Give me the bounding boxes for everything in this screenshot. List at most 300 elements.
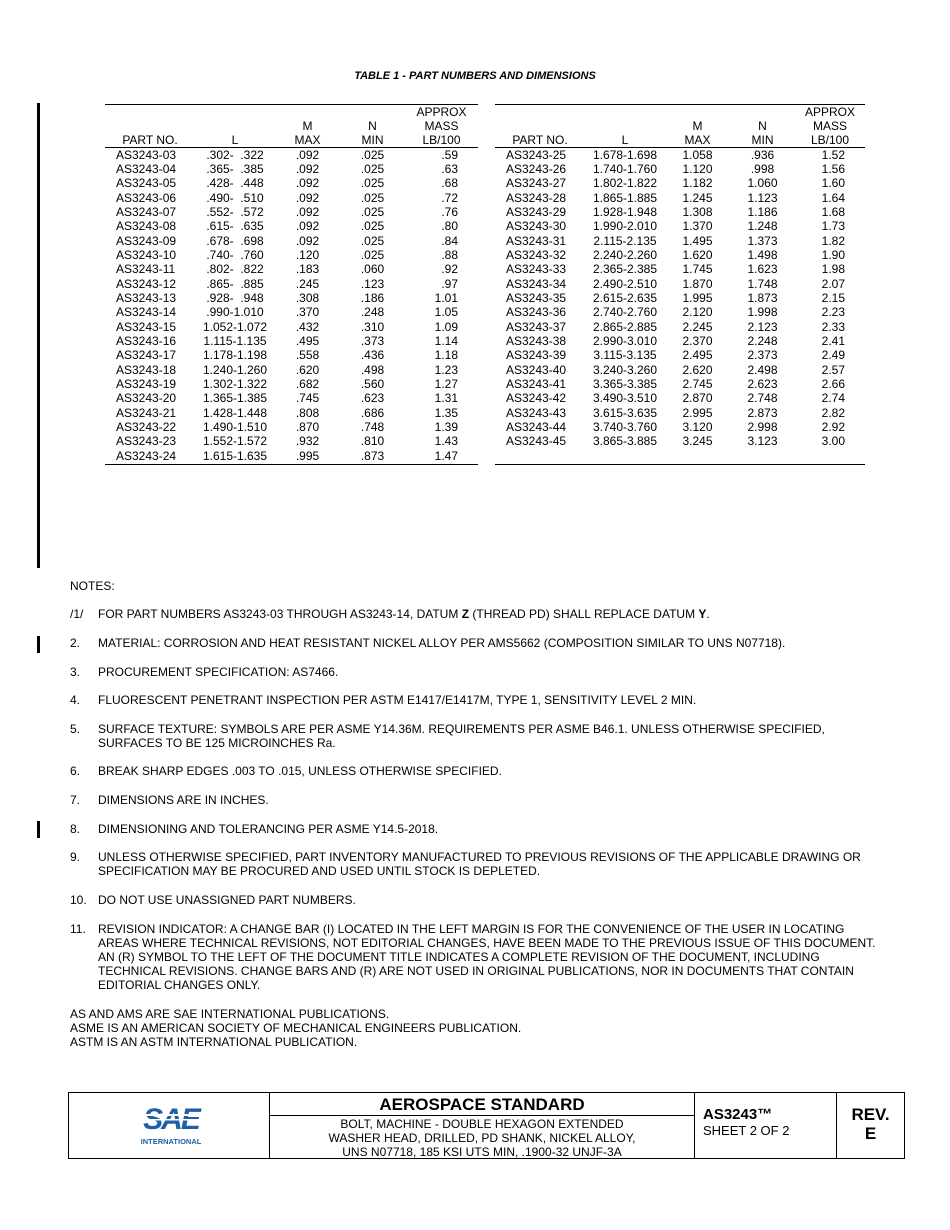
cell-l: 1.115-1.135 [203,334,267,348]
cell-l: 1.802-1.822 [592,176,658,190]
table-row [105,219,478,233]
cell-m-max: .092 [295,176,320,190]
cell-n-min: .025 [360,176,385,190]
cell-l: 3.615-3.635 [592,405,658,420]
table-row [495,391,865,405]
cell-l: 1.678-1.698 [592,148,658,162]
table-row [495,248,865,262]
cell-n-min: 1.060 [747,176,778,190]
cell-m-max: .495 [295,334,320,348]
cell-part-no: AS3243-38 [506,334,567,348]
document-number-cell [695,1093,837,1158]
cell-mass: 3.00 [821,434,845,448]
table-row [495,262,865,276]
note-3: 3. PROCUREMENT SPECIFICATION: AS7466. [70,665,339,679]
cell-part-no: AS3243-05 [116,176,177,190]
col-header-l: L [585,105,665,148]
cell-n-min: .436 [360,348,385,362]
sae-logo-icon [136,1099,206,1147]
publication-line: ASME IS AN AMERICAN SOCIETY OF MECHANICAL ENGINEERS PUBLICATION. [70,1021,522,1035]
cell-mass: .76 [441,205,458,219]
description-line-3: UNS N07718, 185 KSI UTS MIN, .1900-32 UNJF-3A [342,1145,622,1159]
cell-m-max: .558 [295,348,320,362]
cell-m-max: 1.870 [682,276,713,291]
cell-m-max: 2.995 [682,405,713,420]
cell-n-min: .998 [750,162,775,176]
cell-part-no: AS3243-19 [116,377,177,391]
table-row [495,420,865,434]
cell-m-max: .932 [295,434,320,448]
cell-part-no: AS3243-08 [116,219,177,233]
revision-label: REV. [851,1105,890,1124]
table-row [105,162,478,176]
cell-l: 2.365-2.385 [592,262,658,276]
table-row [105,434,478,448]
cell-mass: 2.49 [821,348,845,362]
cell-l: 3.115-3.135 [593,348,657,362]
cell-l: 2.490-2.510 [592,276,658,291]
cell-m-max: 2.370 [682,334,713,348]
cell-l: 1.428-1.448 [202,405,268,420]
cell-m-max: 1.245 [682,190,713,205]
cell-n-min: 1.373 [747,233,778,248]
cell-part-no: AS3243-24 [105,448,195,465]
table-row [105,148,478,163]
cell-n-min: 1.623 [747,262,778,276]
cell-n-min: .310 [360,319,385,334]
note-5: 5. SURFACE TEXTURE: SYMBOLS ARE PER ASME Y14.36M. REQUIREMENTS PER ASME B46.1. UNLESS OTHERWISE SPECIFIED, SURFACES TO BE 125 MICROINCHES Ra. [70,722,825,750]
cell-part-no: AS3243-15 [116,319,177,334]
cell-part-no: AS3243-11 [116,262,176,276]
cell-part-no: AS3243-34 [506,276,567,291]
cell-l: 2.115-2.135 [593,233,657,248]
cell-mass: 1.47 [405,448,478,465]
cell-l: .802- .822 [206,262,264,276]
cell-mass: 1.56 [821,162,845,176]
cell-mass: 1.23 [434,362,458,377]
cell-part-no: AS3243-44 [506,420,567,434]
table-row [105,405,478,420]
table-row [495,291,865,305]
cell-mass: 1.39 [434,420,458,434]
cell-m-max: 3.245 [682,434,713,448]
note-11: 11. REVISION INDICATOR: A CHANGE BAR (I) LOCATED IN THE LEFT MARGIN IS FOR THE CONVENIENCE OF THE USER IN LOCATING AREAS WHERE TECHNICAL REVISIONS, NOT EDITORIAL CHANGES, HAVE BEEN MADE TO THE PREVIOUS ISSUE OF THIS DOCUMENT. AN (R) SYMBOL TO THE LEFT OF THE DOCUMENT TITLE INDICATES A COMPLETE REVISION OF THE DOCUMENT, INCLUDING TECHNICAL REVISIONS. CHANGE BARS AND (R) ARE NOT USED IN ORIGINAL PUBLICATIONS, NOR IN DOCUMENTS THAT CONTAIN EDITORIAL CHANGES ONLY. [70,922,876,992]
cell-m-max: .245 [295,276,320,291]
cell-part-no: AS3243-33 [506,262,567,276]
cell-mass: 1.27 [434,377,458,391]
cell-n-min: 1.123 [747,190,778,205]
cell-part-no: AS3243-28 [506,190,567,205]
cell-mass: 1.35 [434,405,458,420]
table-row-spacer [495,448,865,465]
cell-l: .428- .448 [206,176,264,190]
cell-mass: 1.64 [821,190,845,205]
sae-logo-cell [69,1093,270,1158]
cell-l: .615- .635 [206,219,264,233]
cell-l: .678- .698 [206,233,264,248]
cell-mass: .88 [441,248,458,262]
cell-m-max: .370 [295,305,320,319]
table-row [495,162,865,176]
cell-m-max: .620 [295,362,320,377]
cell-l: 2.740-2.760 [592,305,658,319]
cell-m-max: .682 [295,377,320,391]
cell-mass: 2.41 [821,334,845,348]
note-6: 6. BREAK SHARP EDGES .003 TO .015, UNLESS OTHERWISE SPECIFIED. [70,764,502,778]
cell-l: 1.178-1.198 [202,348,268,362]
cell-n-min: 1.498 [747,248,778,262]
cell-l: 1.740-1.760 [592,162,658,176]
cell-l: 3.240-3.260 [592,362,658,377]
cell-l: 2.865-2.885 [592,319,658,334]
cell-part-no: AS3243-40 [506,362,567,377]
cell-m-max: .745 [295,391,320,405]
title-block-description [270,1093,695,1158]
cell-part-no: AS3243-04 [116,162,177,176]
cell-l: .552- .572 [206,205,264,219]
cell-part-no: AS3243-09 [116,233,177,248]
col-header-m: M MAX [275,105,340,148]
cell-mass: .84 [441,233,458,248]
cell-m-max: .092 [295,148,320,162]
cell-mass: 1.82 [821,233,845,248]
cell-m-max: .092 [295,219,320,233]
table-row [105,233,478,248]
cell-mass: 2.15 [821,291,845,305]
cell-m-max: .183 [295,262,320,276]
table-row [495,348,865,362]
cell-mass: 1.68 [821,205,845,219]
cell-n-min: 1.186 [747,205,778,219]
cell-m-max: 2.495 [682,348,713,362]
cell-m-max: 2.120 [682,305,713,319]
cell-part-no: AS3243-41 [506,377,567,391]
cell-mass: 2.57 [821,362,845,377]
table-row [495,319,865,334]
parts-table-left [105,104,478,465]
cell-part-no: AS3243-12 [116,276,177,291]
cell-part-no: AS3243-14 [116,305,177,319]
cell-l: 1.928-1.948 [592,205,658,219]
cell-l: 1.552-1.572 [202,434,268,448]
table-row [105,420,478,434]
cell-mass: 1.43 [434,434,458,448]
cell-part-no: AS3243-32 [506,248,567,262]
cell-l: 1.240-1.260 [202,362,268,377]
cell-mass: 1.14 [434,334,458,348]
cell-part-no: AS3243-35 [506,291,567,305]
cell-part-no: AS3243-43 [506,405,567,420]
table-title: TABLE 1 - PART NUMBERS AND DIMENSIONS [354,70,596,82]
cell-n-min: 3.123 [747,434,778,448]
cell-l: 1.615-1.635 [195,448,275,465]
cell-l: .365- .385 [206,162,264,176]
table-row [105,377,478,391]
parts-table-right-body [495,148,865,465]
cell-part-no: AS3243-31 [506,233,567,248]
col-header-l: L [195,105,275,148]
table-row [105,276,478,291]
cell-mass: 2.92 [821,420,845,434]
cell-m-max: 1.308 [682,205,713,219]
cell-mass: 1.98 [821,262,845,276]
cell-part-no: AS3243-21 [116,405,177,420]
table-row [495,205,865,219]
note-7: 7. DIMENSIONS ARE IN INCHES. [70,793,269,807]
cell-mass: .59 [441,148,458,162]
table-row [105,334,478,348]
cell-m-max: 1.995 [682,291,713,305]
table-row [105,319,478,334]
cell-n-min: .025 [360,248,385,262]
cell-n-min: 2.248 [747,334,778,348]
cell-m-max: 2.870 [682,391,713,405]
change-bar-note-2 [37,636,40,653]
cell-m-max: 2.620 [682,362,713,377]
note-2: 2. MATERIAL: CORROSION AND HEAT RESISTANT NICKEL ALLOY PER AMS5662 (COMPOSITION SIMILAR TO UNS N07718). [70,636,786,650]
cell-n-min: .748 [360,420,385,434]
cell-l: .990-1.010 [206,305,264,319]
cell-m-max: .995 [275,448,340,465]
cell-part-no: AS3243-42 [506,391,567,405]
cell-m-max: .092 [295,162,320,176]
cell-m-max: .870 [295,420,320,434]
cell-n-min: .560 [360,377,385,391]
table-row [495,334,865,348]
table-row [105,391,478,405]
col-header-mass: APPROX MASS LB/100 [405,105,478,148]
col-header-part-no: PART NO. [495,105,585,148]
cell-mass: 1.60 [821,176,845,190]
table-row [495,148,865,163]
col-header-part-no: PART NO. [105,105,195,148]
cell-mass: 2.33 [821,319,845,334]
cell-part-no: AS3243-29 [506,205,567,219]
cell-n-min: .025 [360,233,385,248]
cell-n-min: .025 [360,190,385,205]
document-number: AS3243™ [703,1106,773,1123]
publications-list [70,1007,521,1049]
logo-subtitle: INTERNATIONAL [140,1137,202,1146]
cell-l: 1.865-1.885 [592,190,658,205]
cell-mass: 1.05 [434,305,458,319]
cell-n-min: .025 [360,148,385,162]
table-row [495,377,865,391]
change-bar-table [37,103,40,568]
cell-n-min: 2.373 [747,348,778,362]
cell-m-max: 3.120 [682,420,713,434]
cell-l: .740- .760 [206,248,264,262]
cell-mass: .63 [441,162,458,176]
table-row [495,176,865,190]
cell-mass: 1.52 [821,148,845,162]
col-header-n: N MIN [340,105,405,148]
cell-n-min: .025 [360,219,385,233]
cell-n-min: .686 [360,405,385,420]
notes-heading: NOTES: [70,579,115,593]
description-line-2: WASHER HEAD, DRILLED, PD SHANK, NICKEL ALLOY, [328,1131,636,1145]
cell-part-no: AS3243-10 [116,248,177,262]
cell-n-min: 1.873 [747,291,778,305]
table-row [105,348,478,362]
cell-n-min: .810 [360,434,385,448]
cell-l: 3.865-3.885 [592,434,658,448]
cell-part-no: AS3243-17 [116,348,177,362]
cell-n-min: .373 [360,334,385,348]
cell-m-max: .120 [295,248,320,262]
cell-l: 2.990-3.010 [592,334,658,348]
cell-part-no: AS3243-16 [116,334,177,348]
cell-n-min: .873 [340,448,405,465]
table-row [105,362,478,377]
cell-part-no: AS3243-27 [506,176,567,190]
cell-m-max: .092 [295,233,320,248]
cell-m-max: .092 [295,205,320,219]
revision-cell [837,1093,904,1158]
sheet-indicator: SHEET 2 OF 2 [703,1123,790,1138]
table-row [105,305,478,319]
cell-part-no: AS3243-30 [506,219,567,233]
cell-n-min: 2.623 [747,377,778,391]
col-header-n: N MIN [730,105,795,148]
document-type-heading: AEROSPACE STANDARD [270,1093,694,1116]
note-1: /1/ FOR PART NUMBERS AS3243-03 THROUGH AS3243-14, DATUM Z (THREAD PD) SHALL REPLACE DATUM Y. [70,607,710,621]
cell-mass: .97 [441,276,458,291]
table-row [495,219,865,233]
cell-n-min: 1.248 [747,219,778,233]
cell-n-min: .123 [360,276,385,291]
table-row [495,276,865,291]
table-row [105,262,478,276]
cell-m-max: 1.058 [682,148,713,162]
cell-m-max: 1.182 [682,176,713,190]
cell-l: 2.240-2.260 [592,248,658,262]
cell-mass: .80 [441,219,458,233]
cell-part-no: AS3243-45 [506,434,567,448]
cell-mass: 1.73 [821,219,845,233]
cell-m-max: 1.620 [682,248,713,262]
table-row [105,291,478,305]
cell-n-min: 2.123 [747,319,778,334]
cell-n-min: .060 [360,262,385,276]
table-row [105,205,478,219]
table-row [105,448,478,465]
cell-mass: .72 [441,190,458,205]
cell-mass: 2.07 [821,276,845,291]
cell-part-no: AS3243-18 [116,362,177,377]
cell-n-min: .025 [360,205,385,219]
cell-n-min: 1.748 [747,276,778,291]
cell-l: 1.365-1.385 [202,391,268,405]
cell-n-min: .498 [360,362,385,377]
cell-n-min: 2.748 [747,391,778,405]
cell-part-no: AS3243-23 [116,434,177,448]
cell-l: .928- .948 [206,291,264,305]
cell-part-no: AS3243-36 [506,305,567,319]
cell-m-max: .308 [295,291,320,305]
cell-l: .302- .322 [206,148,264,162]
cell-m-max: 1.745 [682,262,713,276]
cell-mass: 2.23 [821,305,845,319]
cell-l: 3.490-3.510 [592,391,658,405]
cell-mass: 1.31 [434,391,458,405]
cell-part-no: AS3243-13 [116,291,177,305]
note-4: 4. FLUORESCENT PENETRANT INSPECTION PER ASTM E1417/E1417M, TYPE 1, SENSITIVITY LEVEL 2 MIN. [70,693,697,707]
cell-n-min: .623 [360,391,385,405]
cell-m-max: .808 [295,405,320,420]
cell-m-max: .432 [295,319,320,334]
cell-mass: 1.90 [821,248,845,262]
note-9: 9. UNLESS OTHERWISE SPECIFIED, PART INVENTORY MANUFACTURED TO PREVIOUS REVISIONS OF THE APPLICABLE DRAWING OR SPECIFICATION MAY BE PROCURED AND USED UNTIL STOCK IS DEPLETED. [70,850,861,878]
cell-part-no: AS3243-07 [116,205,177,219]
cell-part-no: AS3243-39 [506,348,567,362]
cell-l: 1.302-1.322 [202,377,268,391]
cell-part-no: AS3243-20 [116,391,177,405]
table-row [105,248,478,262]
cell-m-max: 1.495 [682,233,713,248]
cell-mass: 1.01 [434,291,458,305]
publication-line: AS AND AMS ARE SAE INTERNATIONAL PUBLICATIONS. [70,1007,390,1021]
parts-table-left-body [105,148,478,465]
change-bar-note-8 [37,821,40,838]
cell-l: 3.740-3.760 [592,420,658,434]
title-block [68,1092,905,1159]
cell-n-min: .186 [360,291,385,305]
col-header-mass: APPROX MASS LB/100 [795,105,865,148]
cell-n-min: .248 [360,305,385,319]
cell-mass: 2.74 [821,391,845,405]
cell-m-max: .092 [295,190,320,205]
col-header-m: M MAX [665,105,730,148]
cell-mass: 1.18 [434,348,458,362]
cell-part-no: AS3243-22 [116,420,177,434]
cell-mass: .92 [441,262,458,276]
table-row [495,305,865,319]
cell-part-no: AS3243-25 [506,148,567,162]
table-row [495,405,865,420]
cell-l: 2.615-2.635 [592,291,658,305]
cell-l: 3.365-3.385 [592,377,658,391]
cell-mass: 1.09 [434,319,458,334]
cell-l: 1.052-1.072 [202,319,268,334]
table-row [495,434,865,448]
cell-m-max: 1.370 [682,219,713,233]
table-row [105,190,478,205]
cell-m-max: 2.745 [682,377,713,391]
revision-value: E [864,1124,877,1143]
table-row [105,176,478,190]
cell-l: 1.990-2.010 [592,219,658,233]
cell-part-no: AS3243-06 [116,190,177,205]
cell-l: .865- .885 [206,276,264,291]
cell-l: .490- .510 [206,190,264,205]
cell-n-min: 2.498 [747,362,778,377]
cell-mass: 2.66 [821,377,845,391]
cell-l: 1.490-1.510 [202,420,268,434]
cell-n-min: 2.873 [747,405,778,420]
cell-m-max: 1.120 [682,162,713,176]
publication-line: ASTM IS AN ASTM INTERNATIONAL PUBLICATION. [70,1035,358,1049]
table-row [495,190,865,205]
cell-part-no: AS3243-26 [506,162,567,176]
parts-table-right [495,104,865,465]
note-10: 10. DO NOT USE UNASSIGNED PART NUMBERS. [70,893,356,907]
cell-mass: 2.82 [821,405,845,420]
table-row [495,233,865,248]
cell-mass: .68 [441,176,458,190]
table-row [495,362,865,377]
cell-part-no: AS3243-37 [506,319,567,334]
